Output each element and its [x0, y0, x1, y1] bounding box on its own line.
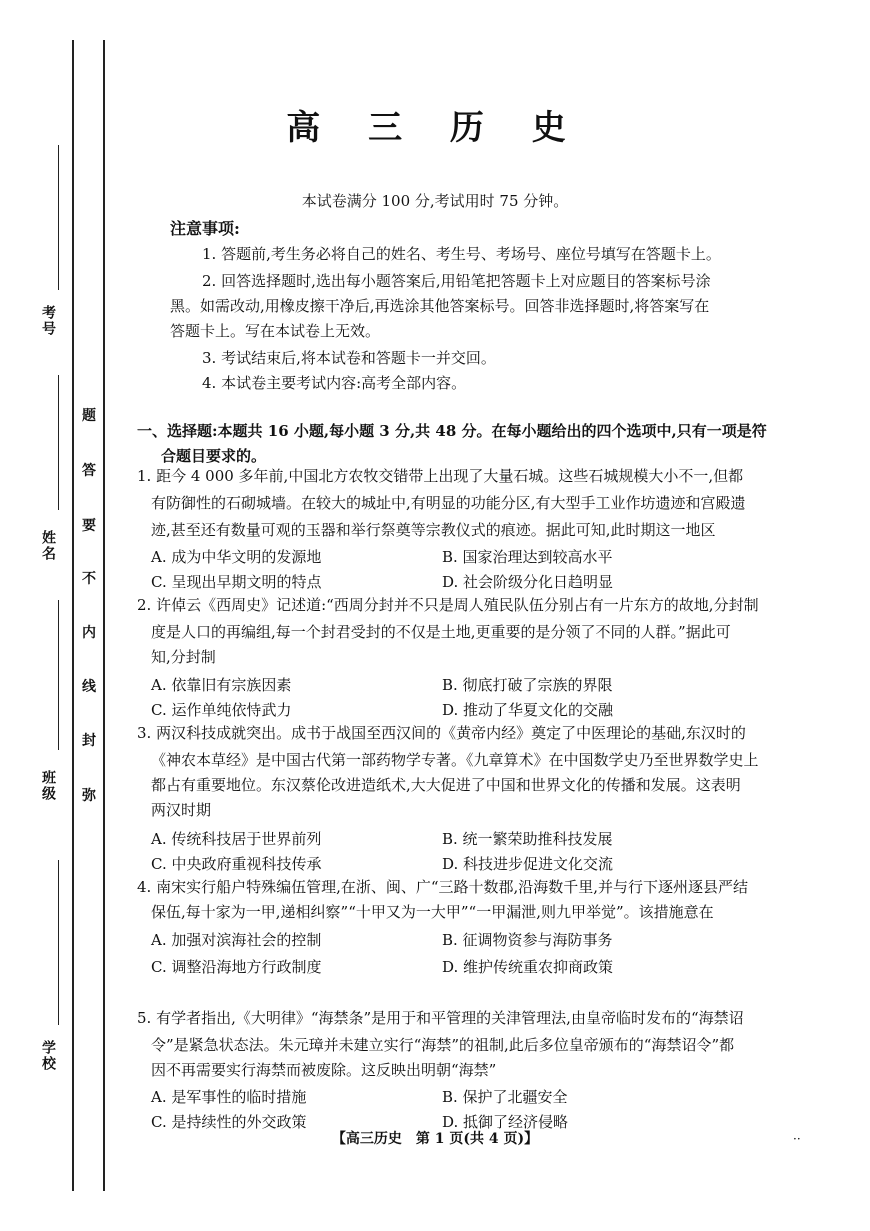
notice-line: 3. 考试结束后,将本试卷和答题卡一并交回。 [202, 349, 496, 367]
notice-heading: 注意事项: [170, 219, 240, 238]
question-3-option: A. 传统科技居于世界前列 [151, 830, 322, 848]
notice-line: 2. 回答选择题时,选出每小题答案后,用铅笔把答题卡上对应题目的答案标号涂 [202, 272, 711, 290]
name-blank [58, 375, 59, 510]
question-1-option: C. 呈现出早期文明的特点 [151, 573, 322, 591]
question-4-stem: 4. 南宋实行船户特殊编伍管理,在浙、闽、广“三路十数郡,沿海数千里,并与行下逐州逐县严结 [137, 878, 749, 896]
question-1-option: B. 国家治理达到较高水平 [442, 548, 613, 566]
question-3-stem: 《神农本草经》是中国古代第一部药物学专著。《九章算术》在中国数学史乃至世界数学史上 [151, 751, 759, 769]
question-1-option: D. 社会阶级分化日趋明显 [442, 573, 614, 591]
question-3-option: D. 科技进步促进文化交流 [442, 855, 614, 873]
binding-line-inner [103, 40, 105, 1191]
question-2-option: C. 运作单纯依恃武力 [151, 701, 292, 719]
warning-char: 内 [82, 625, 96, 641]
question-4-option: A. 加强对滨海社会的控制 [151, 931, 322, 949]
warning-char: 弥 [82, 788, 96, 804]
question-4-option: B. 征调物资参与海防事务 [442, 931, 613, 949]
question-4-stem: 保伍,每十家为一甲,递相纠察”“十甲又为一大甲”“一甲漏泄,则九甲举觉”。该措施意在 [151, 903, 714, 921]
warning-char: 要 [82, 518, 96, 534]
question-2-option: B. 彻底打破了宗族的界限 [442, 676, 613, 694]
question-3-stem: 都占有重要地位。东汉蔡伦改进造纸术,大大促进了中国和世界文化的传播和发展。这表明 [151, 776, 741, 794]
question-2-option: D. 推动了华夏文化的交融 [442, 701, 614, 719]
footer-mark: ·· [793, 1132, 801, 1146]
page-title: 高 三 历 史 [286, 108, 584, 148]
question-3-option: C. 中央政府重视科技传承 [151, 855, 322, 873]
question-1-stem: 有防御性的石砌城墙。在较大的城址中,有明显的功能分区,有大型手工业作坊遗迹和宫殿遗 [151, 494, 746, 512]
question-4-option: C. 调整沿海地方行政制度 [151, 958, 322, 976]
question-3-stem: 3. 两汉科技成就突出。成书于战国至西汉间的《黄帝内经》奠定了中医理论的基础,东汉时的 [137, 724, 746, 742]
question-5-option: B. 保护了北疆安全 [442, 1088, 568, 1106]
warning-char: 题 [82, 408, 96, 424]
notice-line: 4. 本试卷主要考试内容:高考全部内容。 [202, 374, 467, 392]
question-3-stem: 两汉时期 [151, 801, 212, 819]
binding-line-outer [72, 40, 74, 1191]
question-2-stem: 知,分封制 [151, 648, 216, 666]
question-5-stem: 因不再需要实行海禁而被废除。这反映出明朝“海禁” [151, 1061, 497, 1079]
question-3-option: B. 统一繁荣助推科技发展 [442, 830, 613, 848]
class-blank [58, 600, 59, 750]
exam-no-blank [58, 145, 59, 290]
warning-char: 不 [82, 571, 96, 587]
exam-info: 本试卷满分 100 分,考试用时 75 分钟。 [301, 192, 569, 210]
notice-line: 黑。如需改动,用橡皮擦干净后,再选涂其他答案标号。回答非选择题时,将答案写在 [170, 297, 710, 315]
section-heading: 一、选择题:本题共 16 小题,每小题 3 分,共 48 分。在每小题给出的四个选项中,只有一项是符 [137, 422, 767, 440]
section-heading-cont: 合题目要求的。 [161, 447, 267, 465]
notice-line: 1. 答题前,考生务必将自己的姓名、考生号、考场号、座位号填写在答题卡上。 [202, 245, 721, 263]
question-5-option: A. 是军事性的临时措施 [151, 1088, 307, 1106]
name-label: 姓名 [40, 530, 56, 562]
warning-char: 封 [82, 733, 96, 749]
warning-char: 线 [82, 679, 96, 695]
question-2-stem: 度是人口的再编组,每一个封君受封的不仅是土地,更重要的是分领了不同的人群。”据此可 [151, 623, 731, 641]
notice-line: 答题卡上。写在本试卷上无效。 [170, 322, 381, 340]
school-blank [58, 860, 59, 1025]
school-label: 学校 [40, 1040, 56, 1072]
question-5-option: C. 是持续性的外交政策 [151, 1113, 307, 1131]
question-1-stem: 迹,甚至还有数量可观的玉器和举行祭奠等宗教仪式的痕迹。据此可知,此时期这一地区 [151, 521, 716, 539]
question-2-stem: 2. 许倬云《西周史》记述道:“西周分封并不只是周人殖民队伍分别占有一片东方的故地,分封制 [137, 596, 759, 614]
question-5-option: D. 抵御了经济侵略 [442, 1113, 569, 1131]
question-4-option: D. 维护传统重农抑商政策 [442, 958, 614, 976]
question-5-stem: 令”是紧急状态法。朱元璋并未建立实行“海禁”的祖制,此后多位皇帝颁布的“海禁诏令”都 [151, 1036, 735, 1054]
exam-no-label: 考号 [40, 305, 56, 337]
warning-char: 答 [82, 463, 96, 479]
question-1-stem: 1. 距今 4 000 多年前,中国北方农牧交错带上出现了大量石城。这些石城规模大小不一,但都 [137, 467, 744, 485]
class-label: 班级 [40, 770, 56, 802]
page-footer: 【高三历史 第 1 页(共 4 页)】 [331, 1131, 539, 1147]
question-5-stem: 5. 有学者指出,《大明律》“海禁条”是用于和平管理的关津管理法,由皇帝临时发布的“海禁诏 [137, 1009, 744, 1027]
question-1-option: A. 成为中华文明的发源地 [151, 548, 322, 566]
question-2-option: A. 依靠旧有宗族因素 [151, 676, 292, 694]
